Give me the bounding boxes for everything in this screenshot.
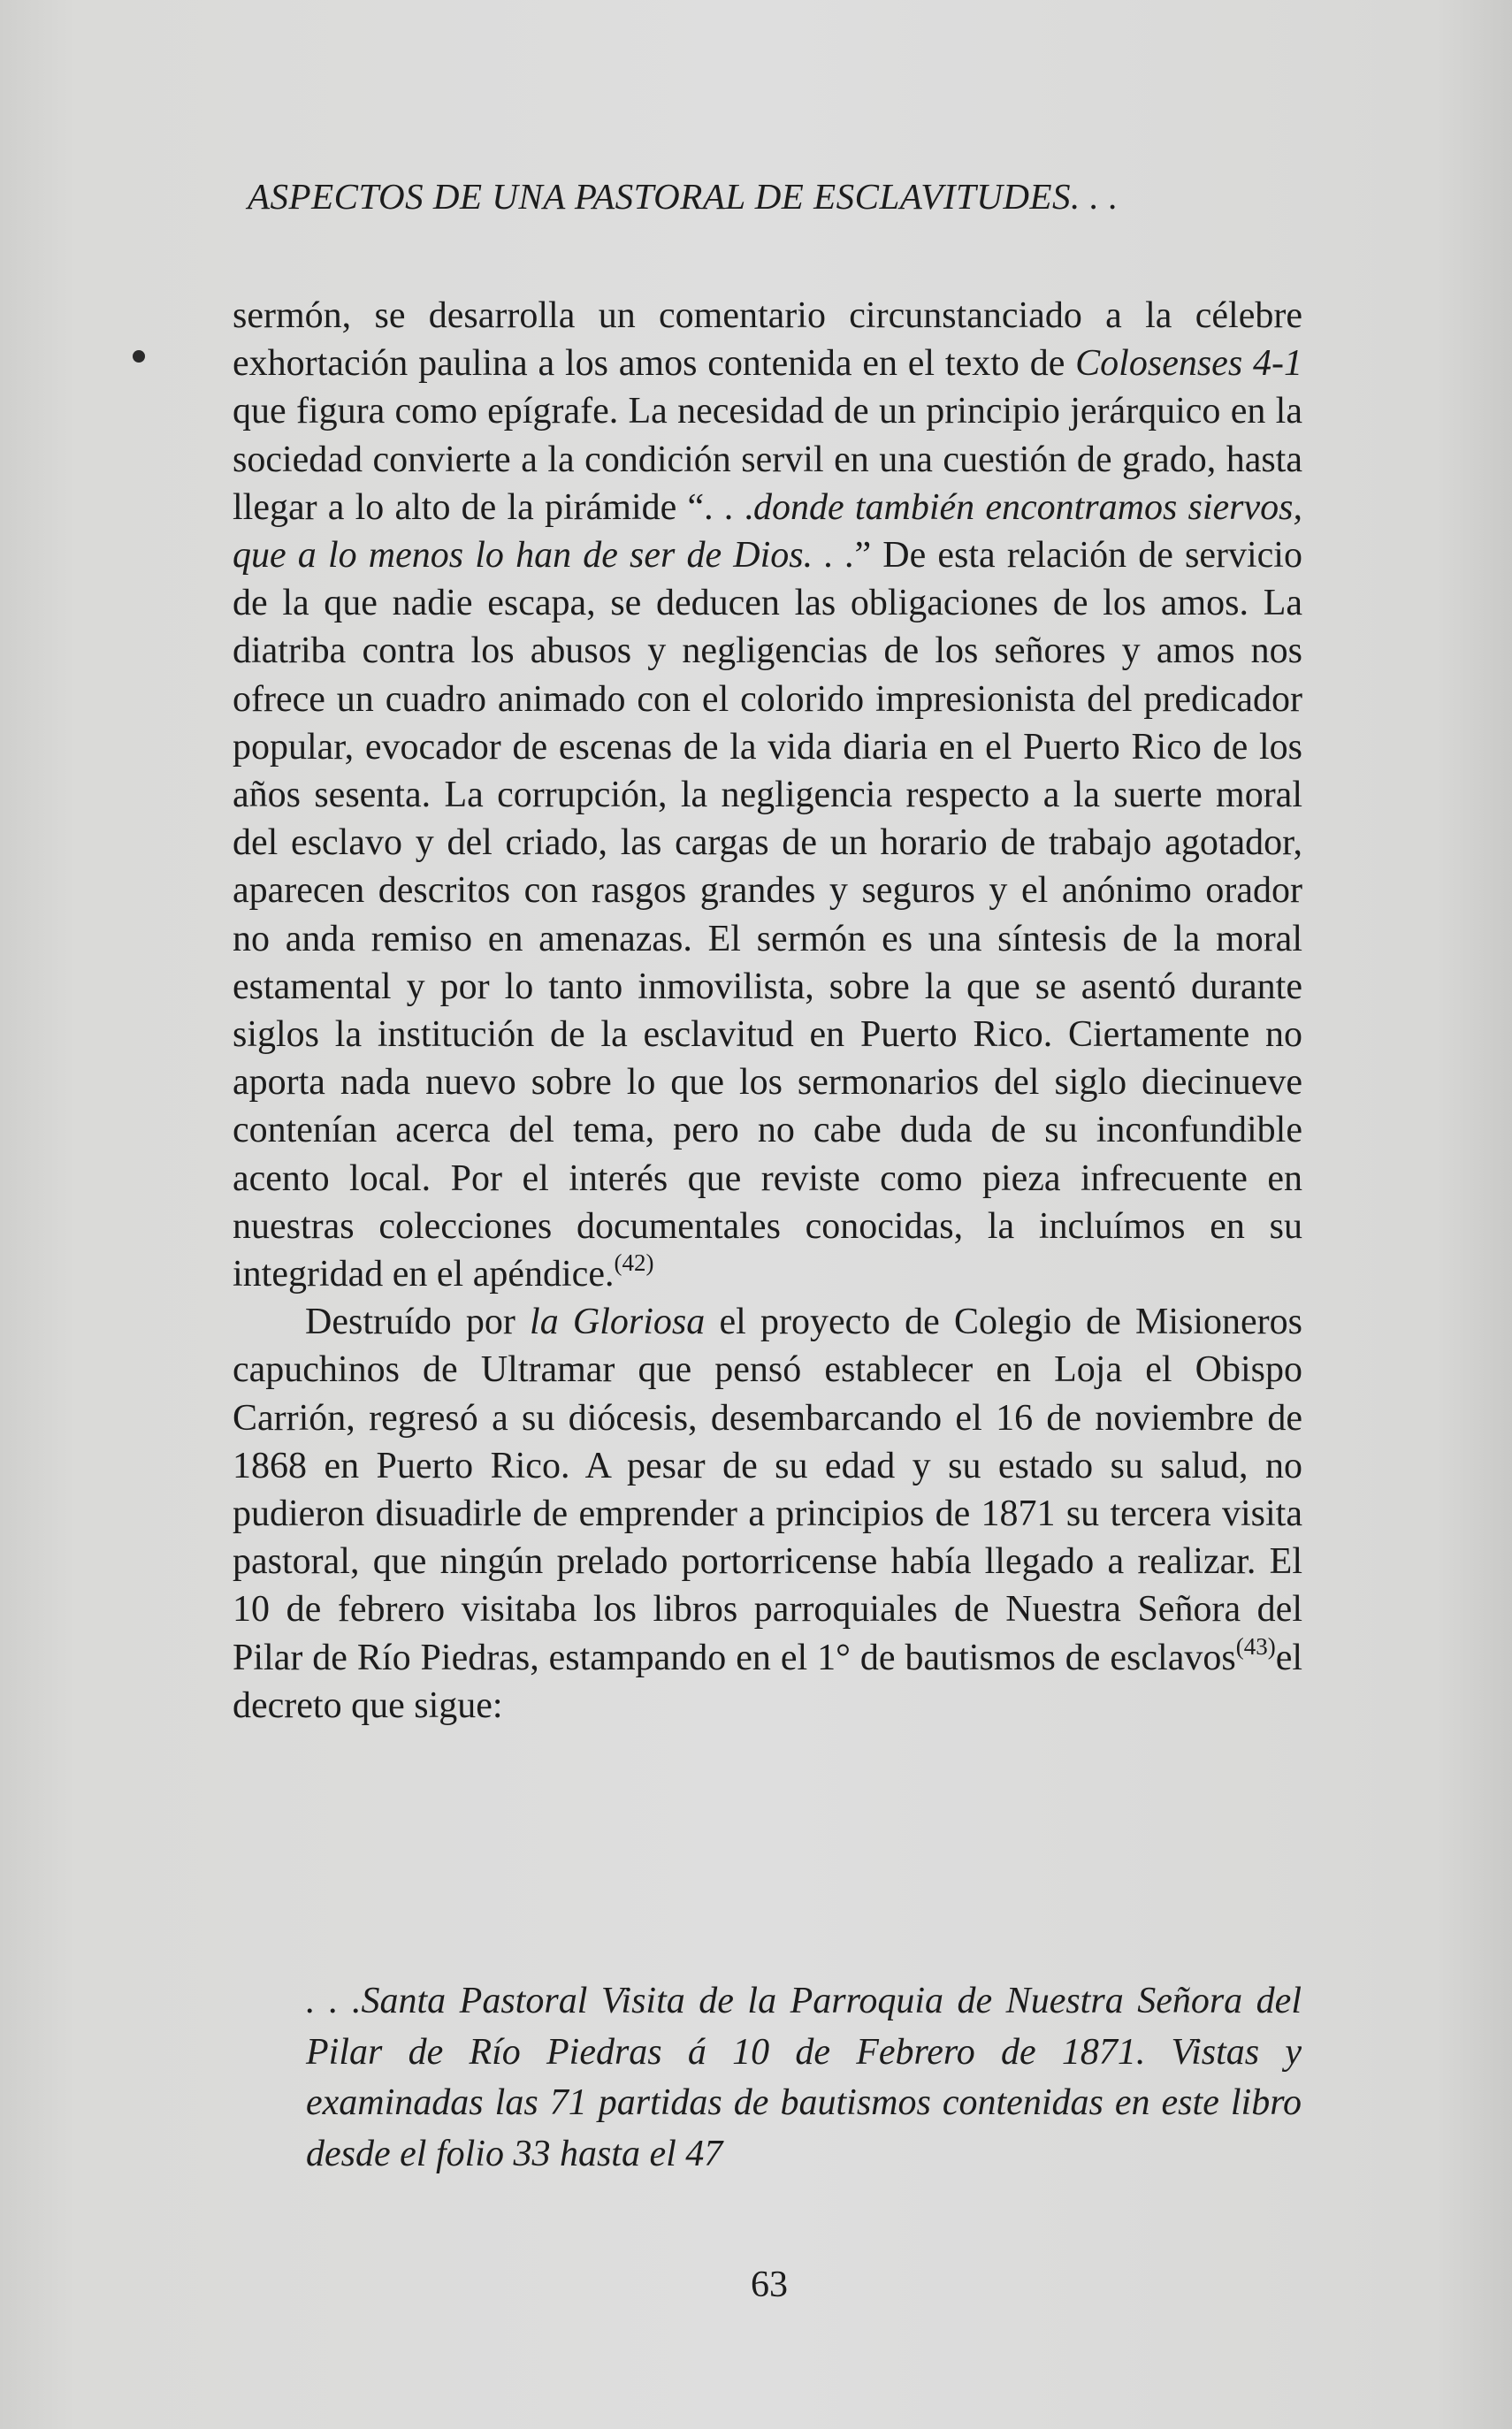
quote-text: . . .Santa Pastoral Visita de la Parroquia de Nuestra Señora del Pilar de Río Piedras á 10 de Febrero de 1871. Vistas y examinadas las 71 partidas de bautismos contenidas en este libro desde el folio 33 hasta el 47 [306, 1981, 1302, 2174]
italic-citation: Colosenses 4-1 [1075, 343, 1302, 385]
ink-speck [133, 350, 145, 363]
italic-quotation: donde también encontramos siervos, que a lo menos lo han de ser de Dios. . . [233, 486, 1302, 577]
body-text [233, 292, 1302, 1730]
paragraph-2: Destruído por la Gloriosa el proyecto de Colegio de Misioneros capuchinos de Ultramar que pensó establecer en Loja el Obispo Carrión, regresó a su diócesis, desembarcando el 16 de noviembre de 1868 en Puerto Rico. A pesar de su edad y su estado su salud, no pudieron disuadirle de emprender a principios de 1871 su tercera visita pastoral, que ningún prelado portorricense había llegado a realizar. El 10 de febrero visitaba los libros parroquiales de Nuestra Señora del Pilar de Río Piedras, estampando en el 1° de bautismos de esclavos$^{(43)}$el decreto que sigue: [233, 1302, 1302, 1726]
block-quote [306, 1976, 1302, 2180]
footnote-ref-42: (42) [614, 1249, 654, 1277]
page-number: 63 [751, 2265, 788, 2305]
footnote-ref-43: (43) [1235, 1632, 1276, 1660]
italic-term: la Gloriosa [530, 1302, 706, 1343]
paragraph-1: sermón, se desarrolla un comentario circunstanciado a la célebre exhortación paulina a los amos contenida en el texto de Colosenses 4-1 que figura como epígrafe. La necesidad de un principio jerárquico en la sociedad convierte a la condición servil en una cuestión de grado, hasta llegar a lo alto de la pirámide “. . .donde también encontramos siervos, que a lo menos lo han de ser de Dios. . .” De esta relación de servicio de la que nadie escapa, se deducen las obligaciones de los amos. La diatriba contra los abusos y negligencias de los señores y amos nos ofrece un cuadro animado con el colorido impresionista del predicador popular, evocador de escenas de la vida diaria en el Puerto Rico de los años sesenta. La corrupción, la negligencia respecto a la suerte moral del esclavo y del criado, las cargas de un horario de trabajo agotador, aparecen descritos con rasgos grandes y seguros y el anónimo orador no anda remiso en amenazas. El sermón es una síntesis de la moral estamental y por lo tanto inmovilista, sobre la que se asentó durante siglos la institución de la esclavitud en Puerto Rico. Ciertamente no aporta nada nuevo sobre lo que los sermonarios del siglo diecinueve contenían acerca del tema, pero no cabe duda de su inconfundible acento local. Por el interés que reviste como pieza infrecuente en nuestras colecciones documentales conocidas, la incluímos en su integridad en el apéndice.$^{(42)}$ [233, 295, 1302, 1295]
running-head: ASPECTOS DE UNA PASTORAL DE ESCLAVITUDES. . . [248, 176, 1119, 217]
